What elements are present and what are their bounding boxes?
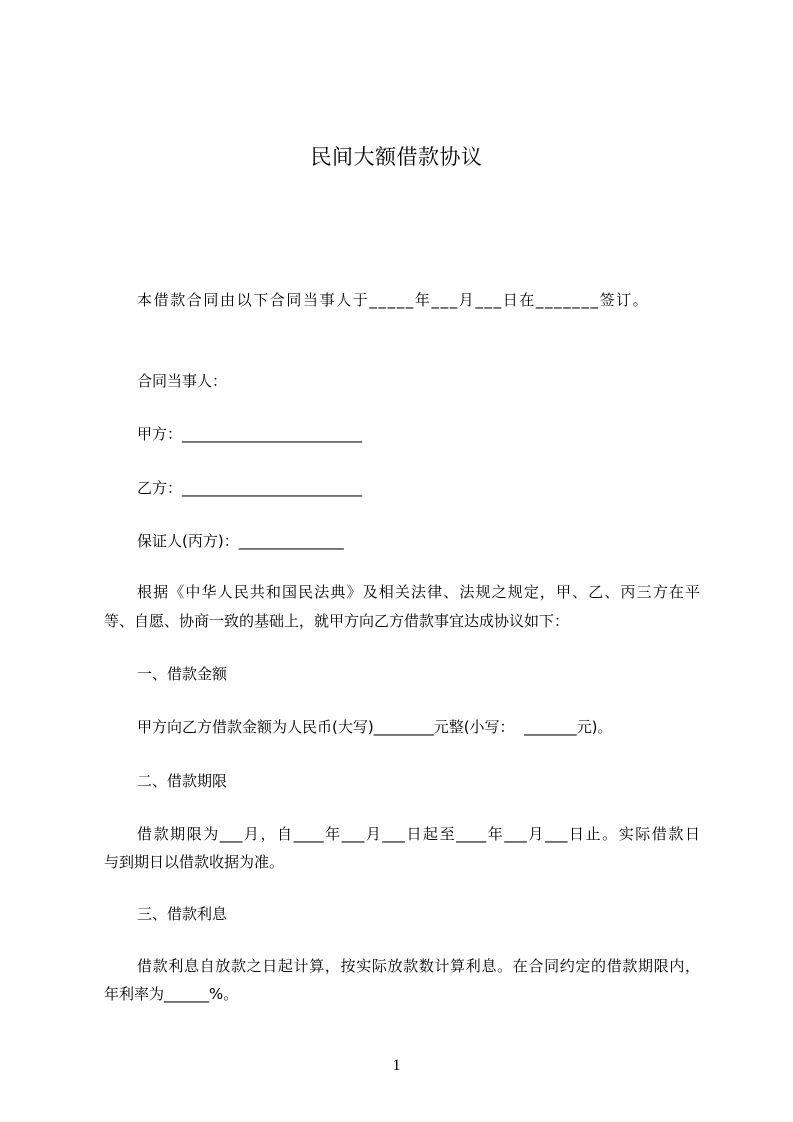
- section-2-body-line-2: 与到期日以借款收据为准。: [104, 853, 285, 871]
- basis-paragraph-line-2: 等、自愿、协商一致的基础上，就甲方向乙方借款事宜达成协议如下：: [104, 612, 570, 630]
- document-title: 民间大额借款协议: [310, 145, 483, 169]
- guarantor-line: 保证人(丙方)：______________: [137, 532, 344, 550]
- section-1-body: 甲方向乙方借款金额为人民币(大写)________元整(小写： _______元)。: [137, 718, 613, 736]
- intro-paragraph: 本借款合同由以下合同当事人于_____年___月___日在_______签订。: [137, 291, 650, 309]
- section-3-body-line-1: 借款利息自放款之日起计算，按实际放款数计算利息。在合同约定的借款期限内，: [137, 957, 700, 975]
- section-2-body-line-1: 借款期限为___月，自____年___月___日起至____年___月___日止。实际借款日: [137, 825, 700, 843]
- section-3-heading: 三、借款利息: [137, 905, 228, 923]
- section-3-body-line-2: 年利率为______%。: [104, 985, 239, 1003]
- party-b-line: 乙方：________________________: [137, 479, 363, 497]
- parties-heading: 合同当事人：: [137, 372, 228, 390]
- section-1-heading: 一、借款金额: [137, 665, 228, 683]
- party-a-line: 甲方：________________________: [137, 425, 363, 443]
- section-2-heading: 二、借款期限: [137, 772, 228, 790]
- page-number: 1: [392, 1057, 401, 1074]
- basis-paragraph-line-1: 根据《中华人民共和国民法典》及相关法律、法规之规定，甲、乙、丙三方在平: [137, 583, 700, 601]
